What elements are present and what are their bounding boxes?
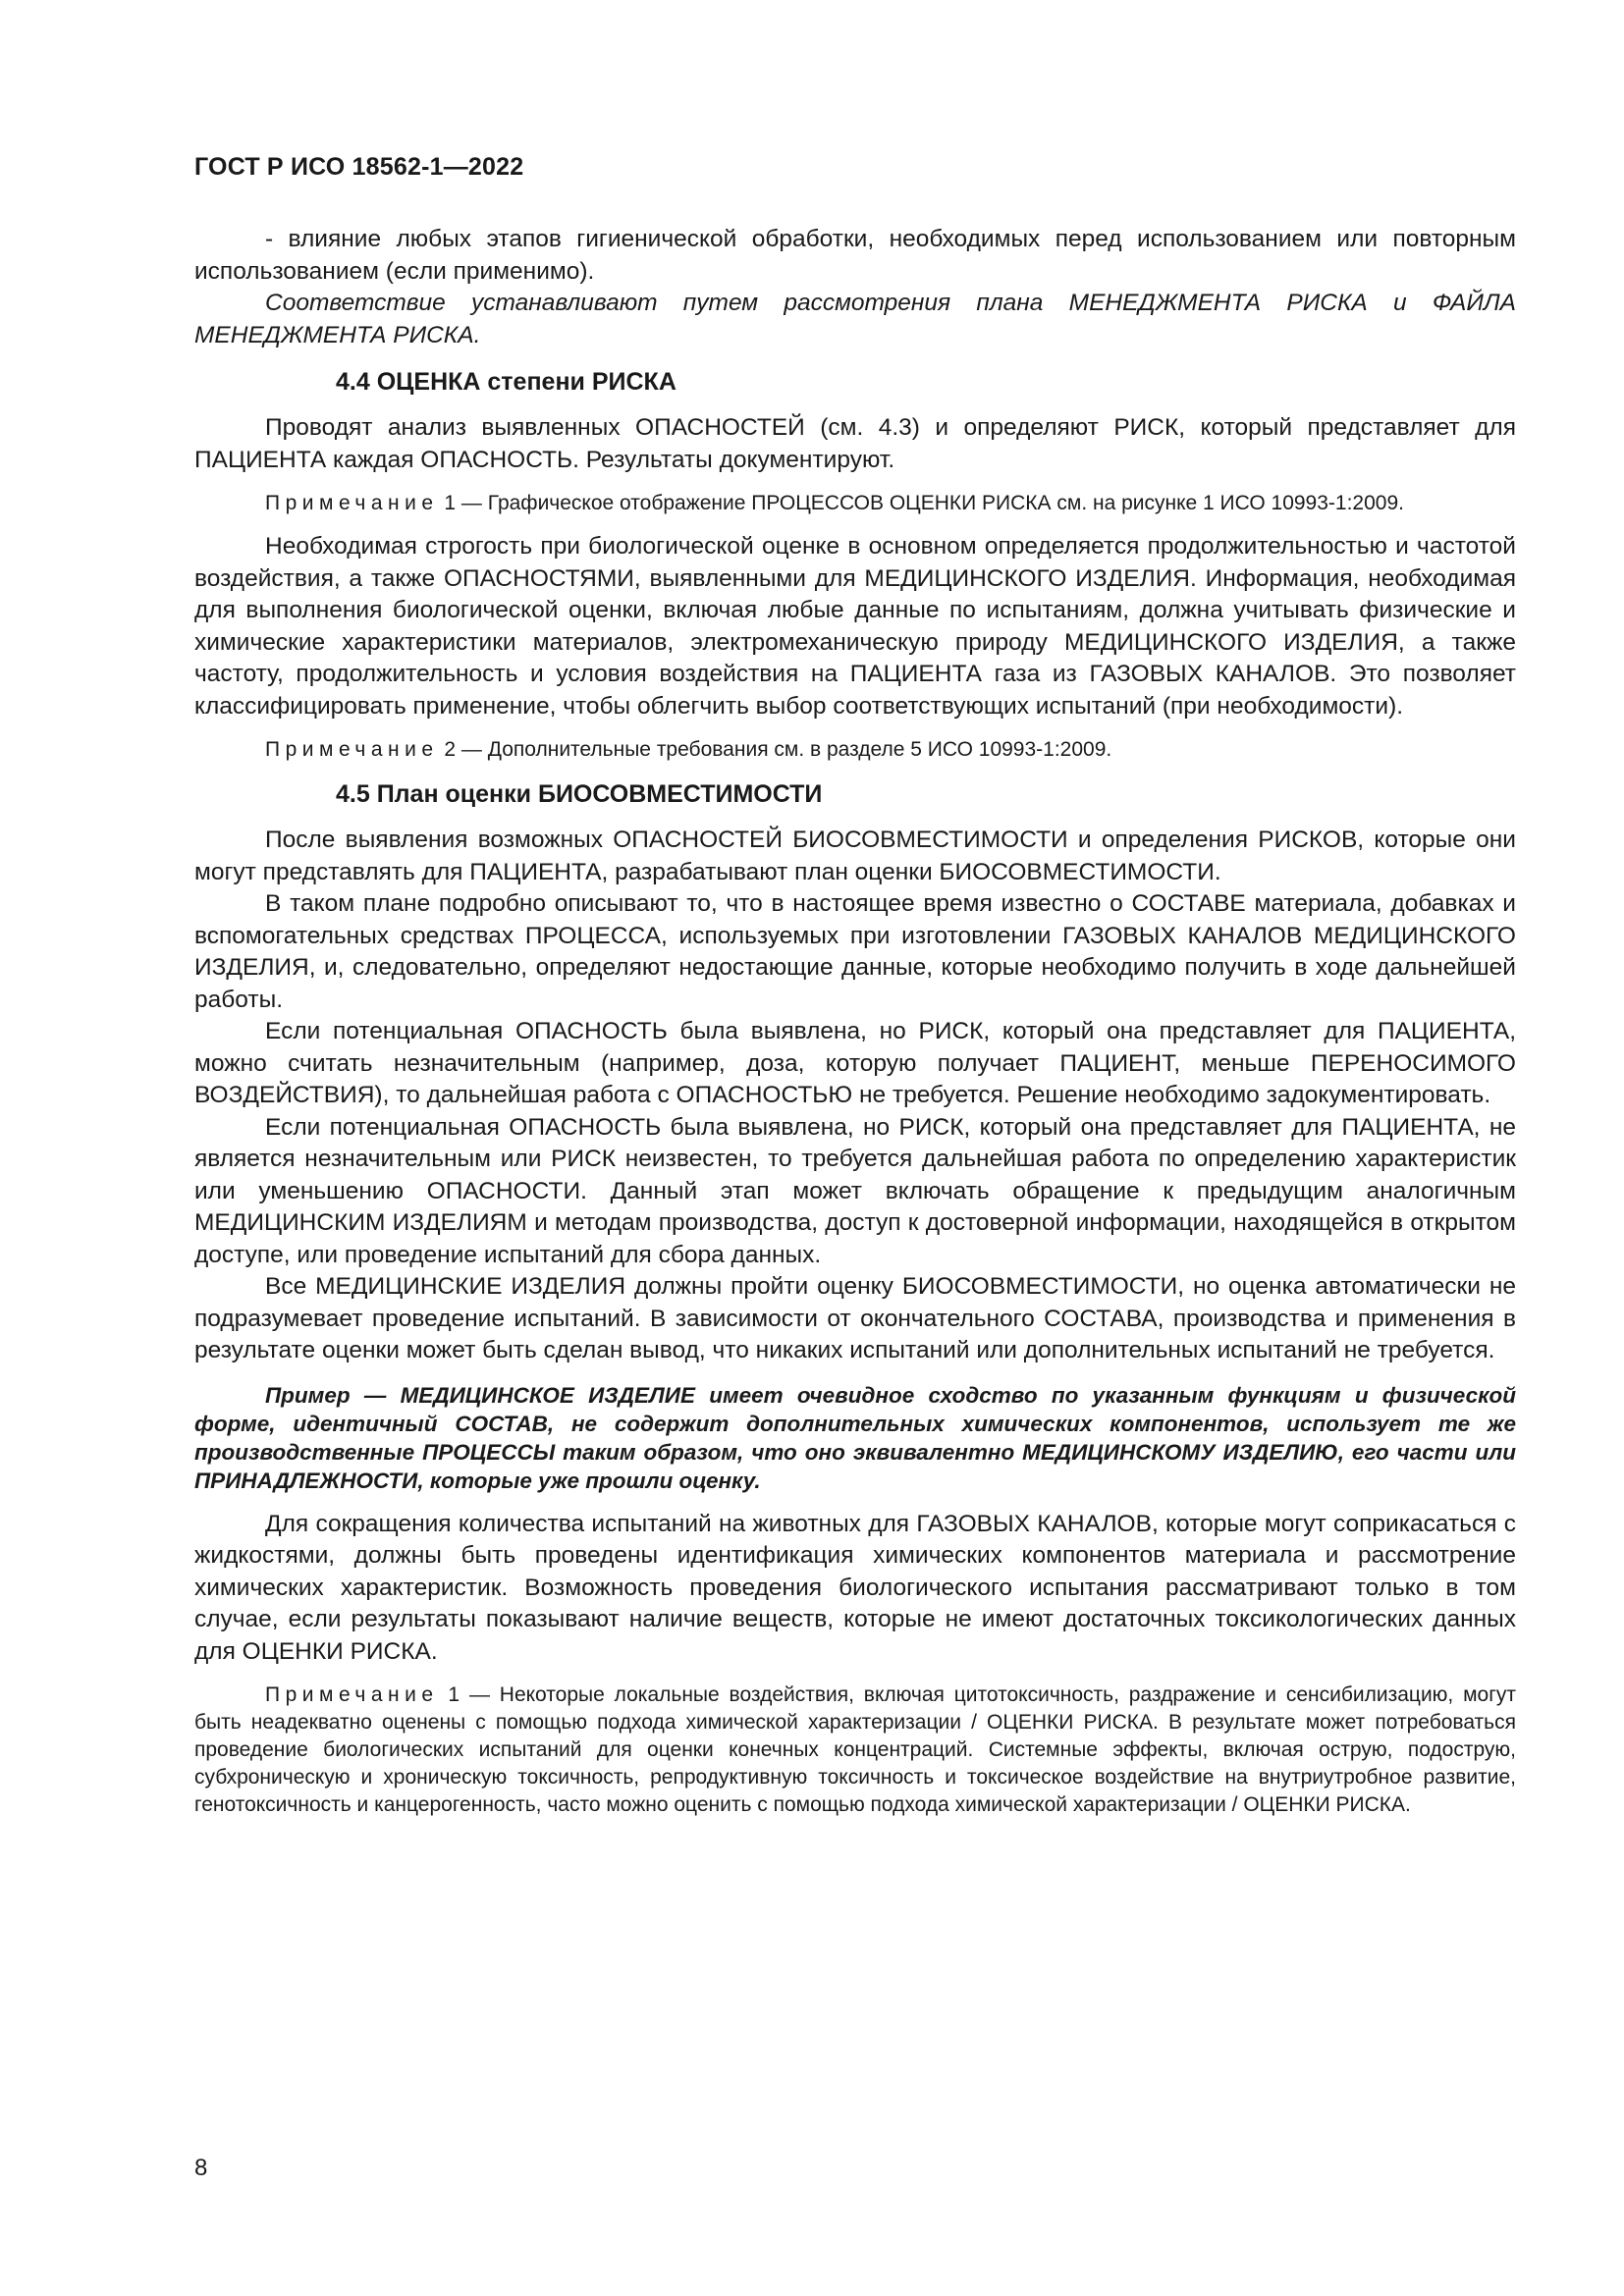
document-body (194, 224, 1516, 1819)
note-text: 1 — Графическое отображение ПРОЦЕССОВ ОЦЕНКИ РИСКА см. на рисунке 1 ИСО 10993-1:2009. (438, 492, 1404, 514)
note-label: Примечание (265, 738, 439, 761)
paragraph: Необходимая строгость при биологической оценке в основном определяется продолжительностью и частотой воздействия, а также ОПАСНОСТЯМИ, выявленными для МЕДИЦИНСКОГО ИЗДЕЛИЯ. Информация, необходимая для выполнения биологической оценки, включая любые данные по испытаниям, должна учитывать физические и химические характеристики материалов, электромеханическую природу МЕДИЦИНСКОГО ИЗДЕЛИЯ, а также частоту, продолжительность и условия воздействия на ПАЦИЕНТА газа из ГАЗОВЫХ КАНАЛОВ. Это позволяет классифицировать применение, чтобы облегчить выбор соответствующих испытаний (при необходимости). (194, 533, 1516, 720)
note-label: Примечание (265, 1683, 439, 1706)
compliance-paragraph: Соответствие устанавливают путем рассмотрения плана МЕНЕДЖМЕНТА РИСКА и ФАЙЛА МЕНЕДЖМЕНТА РИСКА. (194, 290, 1516, 348)
paragraph: Для сокращения количества испытаний на животных для ГАЗОВЫХ КАНАЛОВ, которые могут соприкасаться с жидкостями, должны быть проведены идентификация химических компонентов материала и рассмотрение химических характеристик. Возможность проведения биологического испытания рассматривают только в том случае, если результаты показывают наличие веществ, которые не имеют достаточных токсикологических данных для ОЦЕНКИ РИСКА. (194, 1510, 1516, 1665)
paragraph: Проводят анализ выявленных ОПАСНОСТЕЙ (см. 4.3) и определяют РИСК, который представляет для ПАЦИЕНТА каждая ОПАСНОСТЬ. Результаты документируют. (194, 414, 1516, 473)
note-text: 2 — Дополнительные требования см. в разделе 5 ИСО 10993-1:2009. (438, 738, 1112, 761)
page-number: 8 (194, 2155, 208, 2181)
paragraph: В таком плане подробно описывают то, что в настоящее время известно о СОСТАВЕ материала, добавках и вспомогательных средствах ПРОЦЕССА, используемых при изготовлении ГАЗОВЫХ КАНАЛОВ МЕДИЦИНСКОГО ИЗДЕЛИЯ, и, следовательно, определяют недостающие данные, которые необходимо получить в ходе дальнейшей работы. (194, 890, 1516, 1013)
document-id-header: ГОСТ Р ИСО 18562-1—2022 (194, 153, 524, 181)
note-text: 1 — Некоторые локальные воздействия, включая цитотоксичность, раздражение и сенсибилизацию, могут быть неадекватно оценены с помощью подхода химической характеризации / ОЦЕНКИ РИСКА. В результате может потребоваться проведение биологических испытаний для оценки конечных концентраций. Системные эффекты, включая острую, подострую, субхроническую и хроническую токсичность, репродуктивную токсичность и токсическое воздействие на внутриутробное развитие, генотоксичность и канцерогенность, часто можно оценить с помощью подхода химической характеризации / ОЦЕНКИ РИСКА. (194, 1683, 1516, 1816)
paragraph: Если потенциальная ОПАСНОСТЬ была выявлена, но РИСК, который она представляет для ПАЦИЕНТА, можно считать незначительным (например, доза, которую получает ПАЦИЕНТ, меньше ПЕРЕНОСИМОГО ВОЗДЕЙСТВИЯ), то дальнейшая работа с ОПАСНОСТЬЮ не требуется. Решение необходимо задокументировать. (194, 1018, 1516, 1108)
paragraph: - влияние любых этапов гигиенической обработки, необходимых перед использованием или повторным использованием (если применимо). (194, 226, 1516, 285)
example-block: Пример — МЕДИЦИНСКОЕ ИЗДЕЛИЕ имеет очевидное сходство по указанным функциям и физической форме, идентичный СОСТАВ, не содержит дополнительных химических компонентов, использует те же производственные ПРОЦЕССЫ таким образом, что оно эквивалентно МЕДИЦИНСКОМУ ИЗДЕЛИЮ, его части или ПРИНАДЛЕЖНОСТИ, которые уже прошли оценку. (194, 1382, 1516, 1493)
paragraph: Все МЕДИЦИНСКИЕ ИЗДЕЛИЯ должны пройти оценку БИОСОВМЕСТИМОСТИ, но оценка автоматически не подразумевает проведение испытаний. В зависимости от окончательного СОСТАВА, производства и применения в результате оценки может быть сделан вывод, что никаких испытаний или дополнительных испытаний не требуется. (194, 1273, 1516, 1363)
note-2 (194, 736, 1516, 764)
section-heading-4-5: 4.5 План оценки БИОСОВМЕСТИМОСТИ (336, 780, 823, 808)
paragraph: Если потенциальная ОПАСНОСТЬ была выявлена, но РИСК, который она представляет для ПАЦИЕНТА, не является незначительным или РИСК неизвестен, то требуется дальнейшая работа по определению характеристик или уменьшению ОПАСНОСТИ. Данный этап может включать обращение к предыдущим аналогичным МЕДИЦИНСКИМ ИЗДЕЛИЯМ и методам производства, доступ к достоверной информации, находящейся в открытом доступе, или проведение испытаний для сбора данных. (194, 1113, 1516, 1268)
note-3 (194, 1682, 1516, 1819)
note-label: Примечание (265, 492, 439, 514)
note-1 (194, 490, 1516, 517)
paragraph: После выявления возможных ОПАСНОСТЕЙ БИОСОВМЕСТИМОСТИ и определения РИСКОВ, которые они могут представлять для ПАЦИЕНТА, разрабатывают план оценки БИОСОВМЕСТИМОСТИ. (194, 827, 1516, 885)
section-heading-4-4: 4.4 ОЦЕНКА степени РИСКА (336, 368, 677, 396)
